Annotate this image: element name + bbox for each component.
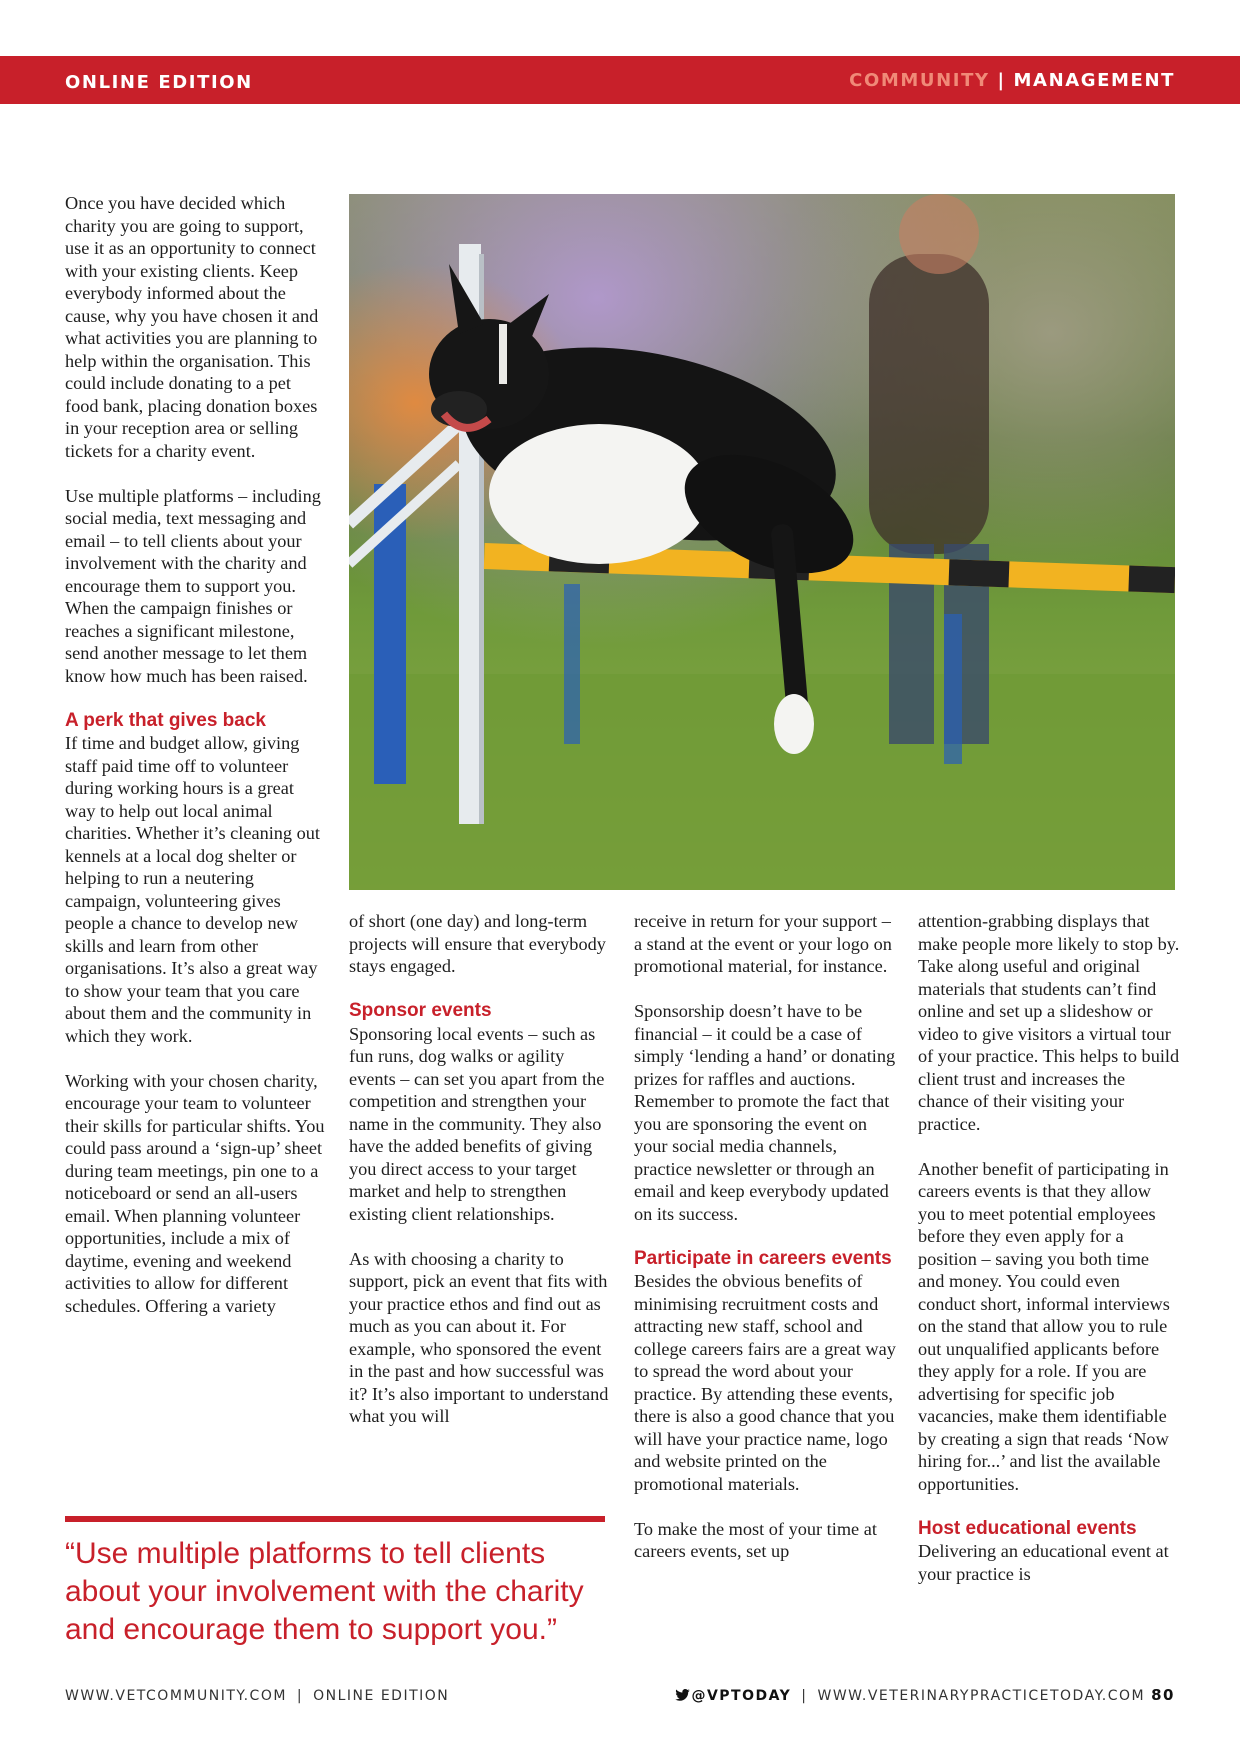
article-column-1 (65, 192, 327, 1317)
footer-right (675, 1686, 1175, 1704)
pullquote-rule (65, 1516, 605, 1522)
subheading-perk: A perk that gives back (65, 709, 266, 731)
article-column-2 (349, 910, 611, 1428)
footer-site-link[interactable]: WWW.VETERINARYPRACTICETODAY.COM (817, 1688, 1146, 1704)
page-number: 80 (1151, 1686, 1175, 1704)
paragraph: Sponsorship doesn’t have to be financial – it could be a case of simply ‘lending a hand’ or donating prizes for raffles and auctions. Remember to promote the fact that you are sponsoring the event on your social media channels, practice newsletter or through an email and keep everybody updated on its success. (634, 1001, 896, 1224)
paragraph: of short (one day) and long-term projects will ensure that everybody stays engaged. (349, 911, 606, 976)
footer-edition: ONLINE EDITION (313, 1688, 450, 1704)
paragraph: As with choosing a charity to support, pick an event that fits with your practice ethos and find out as much as you can about it. For example, who sponsored the event in the past and how successful was it? It’s also important to understand what you will (349, 1248, 609, 1426)
section-label (849, 70, 1175, 91)
paragraph: attention-grabbing displays that make people more likely to stop by. Take along useful and original materials that students can’t find online and set up a slideshow or video to give visitors a virtual tour of your practice. This helps to build client trust and increases the chance of their visiting your practice. (918, 911, 1180, 1134)
paragraph: To make the most of your time at careers events, set up (634, 1518, 877, 1561)
paragraph: Use multiple platforms – including social media, text messaging and email – to tell clients about your involvement with the charity and encourage them to support you. When the campaign finishes or reaches a significant milestone, send another message to let them know how much has been raised. (65, 485, 321, 686)
paragraph: receive in return for your support – a stand at the event or your logo on promotional material, for instance. (634, 911, 892, 976)
article-column-3 (634, 910, 896, 1563)
twitter-handle[interactable] (675, 1688, 791, 1704)
paragraph: Besides the obvious benefits of minimising recruitment costs and attracting new staff, school and college careers fairs are a great way to spread the word about your practice. By attending these events, there is also a good chance that you will have your practice name, logo and website printed on the promotional materials. (634, 1271, 896, 1494)
footer-left (65, 1688, 449, 1704)
paragraph: If time and budget allow, giving staff paid time off to volunteer during working hours is a great way to help out local animal charities. Whether it’s cleaning out kennels at a local dog shelter or helping to run a neutering campaign, volunteering gives people a chance to develop new skills and learn from other organisations. It’s also a great way to show your team that you care about them and the community in which they work. (65, 733, 321, 1046)
paragraph: Working with your chosen charity, encourage your team to volunteer their skills for particular shifts. You could pass around a ‘sign-up’ sheet during team meetings, pin one to a noticeboard or send an all-users email. When planning volunteer opportunities, include a mix of daytime, evening and weekend activities to allow for different schedules. Offering a variety (65, 1070, 325, 1316)
edition-label: ONLINE EDITION (65, 72, 253, 93)
footer-divider: | (296, 1688, 304, 1704)
section-management: MANAGEMENT (1013, 70, 1175, 91)
footer-site-link[interactable]: WWW.VETCOMMUNITY.COM (65, 1688, 287, 1704)
footer-divider: | (801, 1688, 808, 1704)
section-divider: | (997, 70, 1006, 91)
subheading-educational: Host educational events (918, 1517, 1137, 1539)
header-bar (0, 56, 1240, 104)
paragraph: Delivering an educational event at your practice is (918, 1541, 1169, 1584)
subheading-careers: Participate in careers events (634, 1247, 892, 1269)
section-community: COMMUNITY (849, 70, 990, 91)
dog-agility-photo (349, 194, 1175, 890)
paragraph: Sponsoring local events – such as fun runs, dog walks or agility events – can set you apart from the competition and strengthen your name in the community. They also have the added benefits of giving you direct access to your target market and help to strengthen existing client relationships. (349, 1023, 605, 1224)
subheading-sponsor: Sponsor events (349, 1000, 492, 1021)
twitter-bird-icon (675, 1689, 690, 1701)
article-column-4 (918, 910, 1180, 1585)
paragraph: Once you have decided which charity you are going to support, use it as an opportunity to connect with your existing clients. Keep everybody informed about the cause, why you have chosen it and what activities you are planning to help within the organisation. This could include donating to a pet food bank, placing donation boxes in your reception area or selling tickets for a charity event. (65, 193, 319, 461)
paragraph: Another benefit of participating in careers events is that they allow you to meet potential employees before they even apply for a position – saving you both time and money. You could even conduct short, informal interviews on the stand that allow you to rule out unqualified applicants before they apply for a role. If you are advertising for specific job vacancies, make them identifiable by creating a sign that reads ‘Now hiring for...’ and list the available opportunities. (918, 1158, 1170, 1494)
twitter-handle-text: @VPTODAY (691, 1688, 792, 1704)
pullquote: “Use multiple platforms to tell clients about your involvement with the charity and encourage them to support you.” (65, 1537, 584, 1646)
